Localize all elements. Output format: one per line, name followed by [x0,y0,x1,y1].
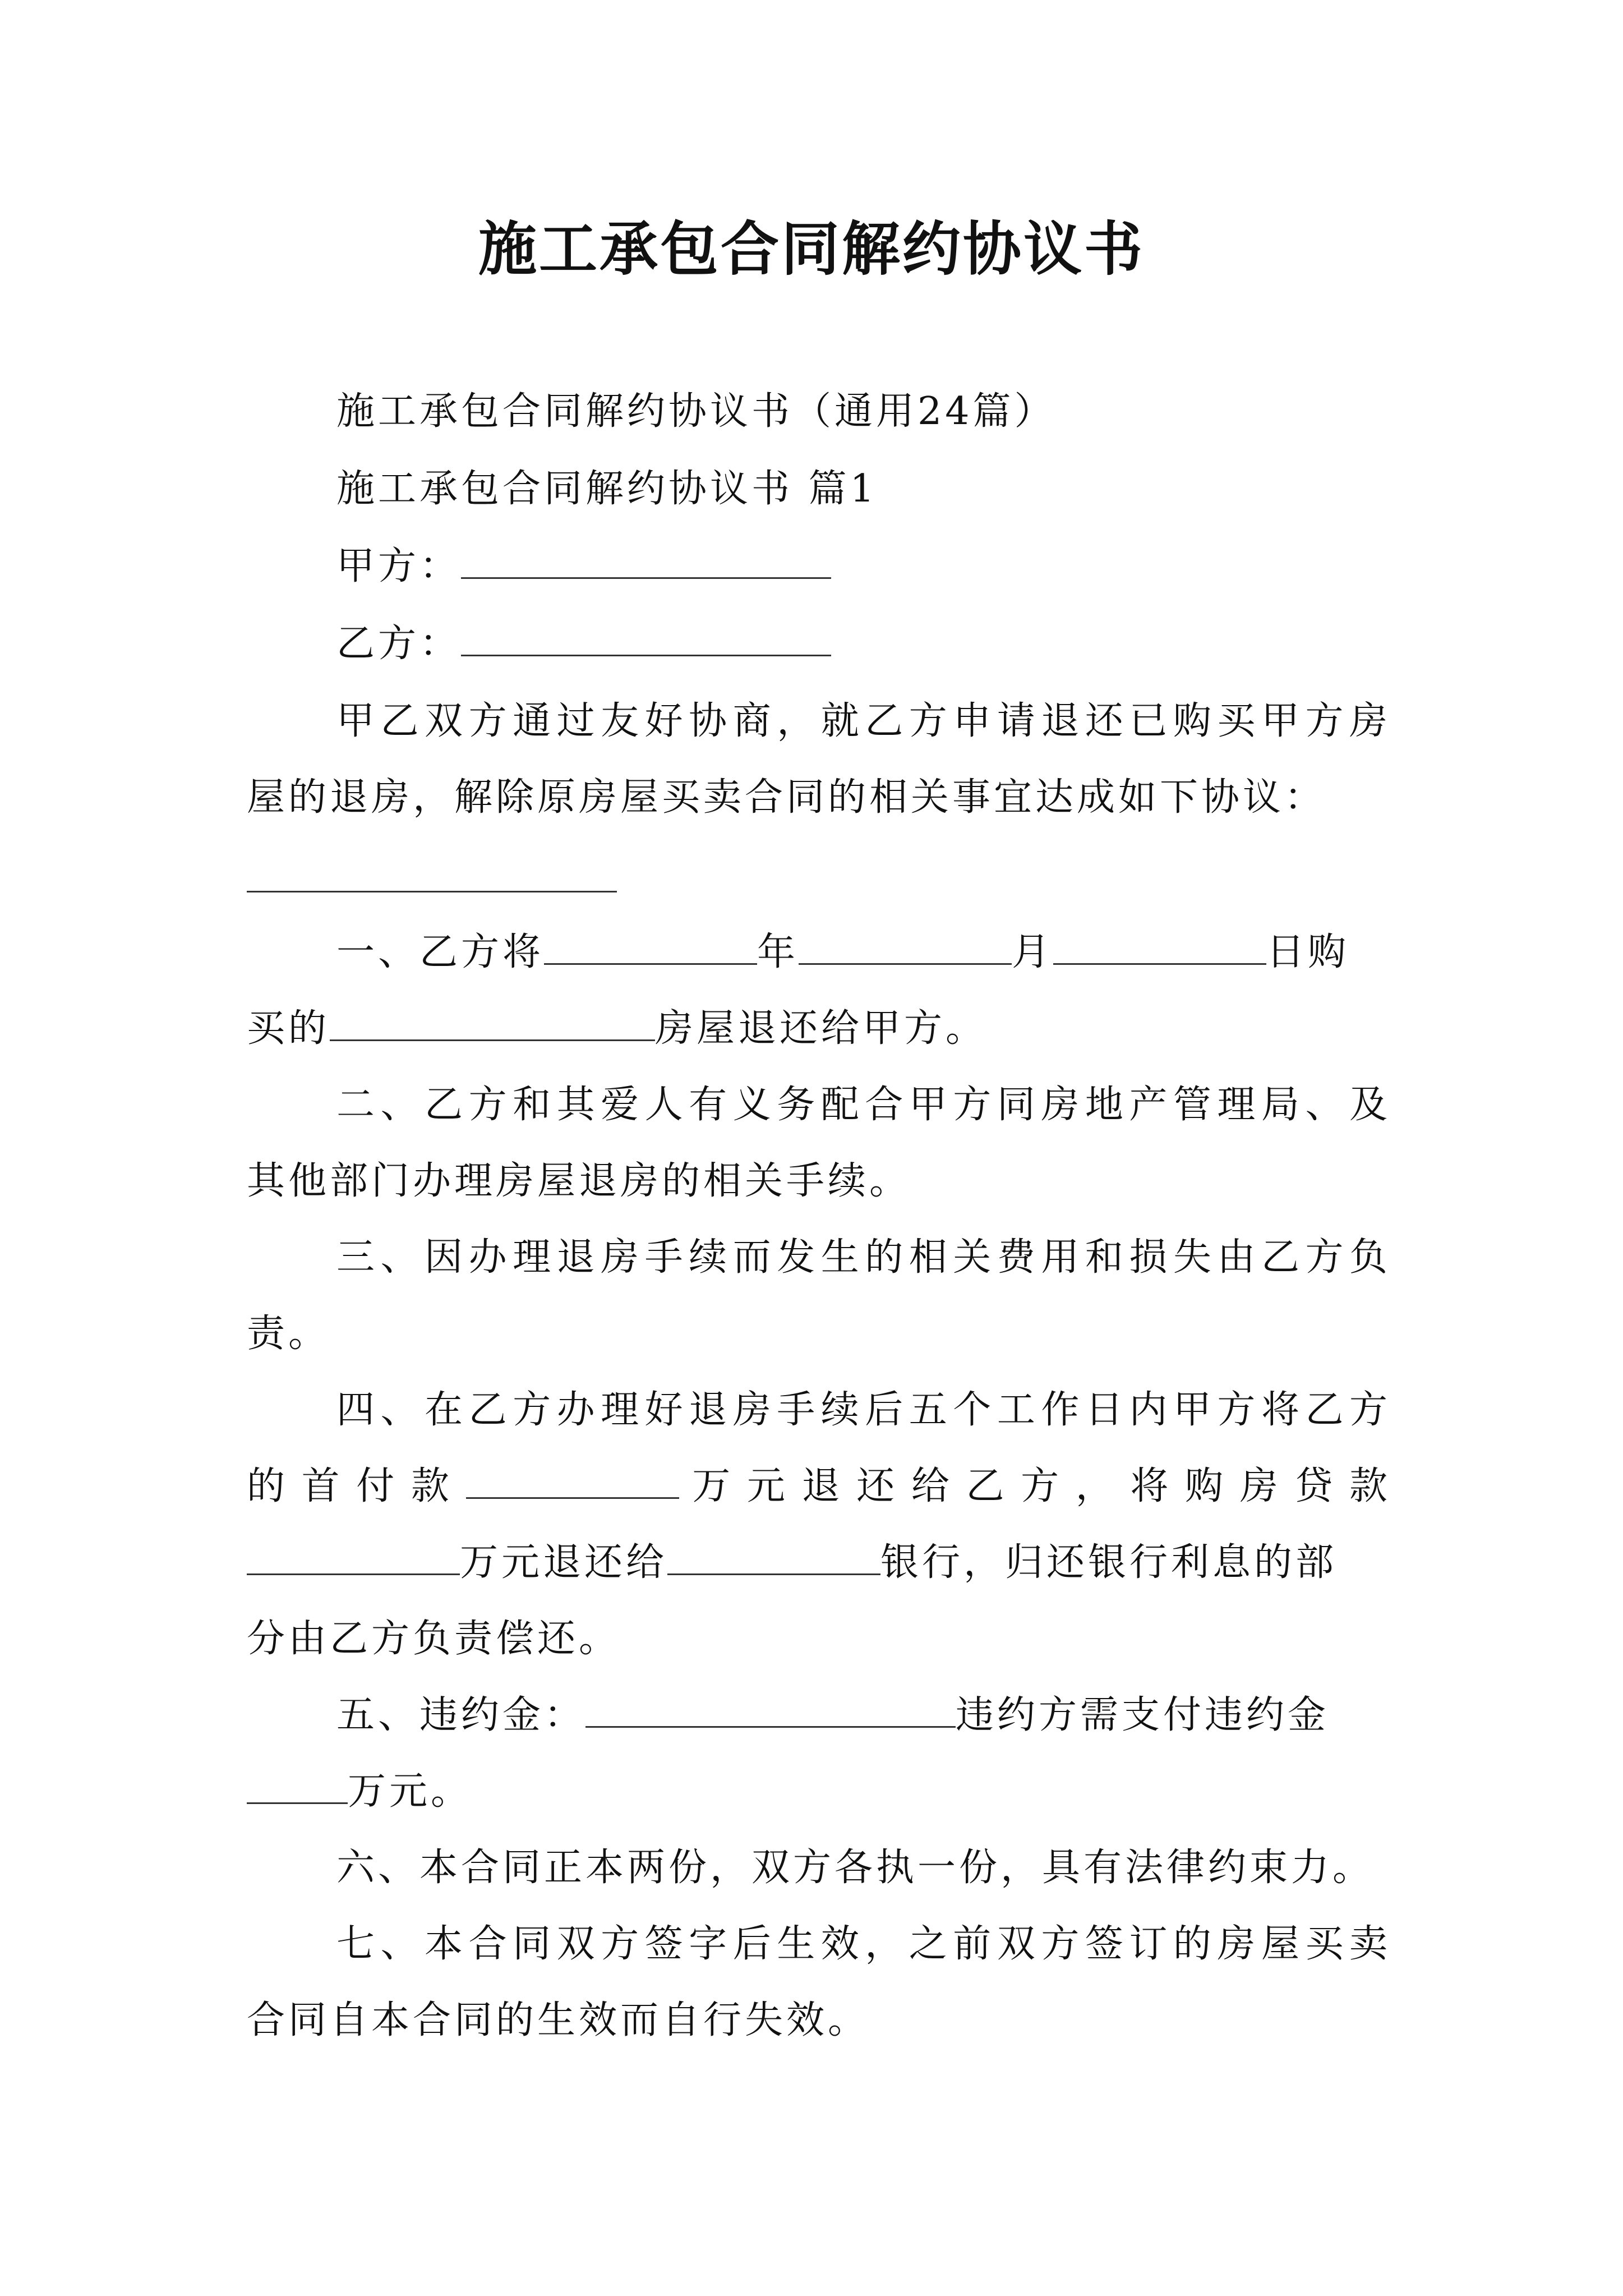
day-label: 日购 [1266,930,1350,974]
party-b-blank[interactable] [461,620,831,656]
clause-5-suffix: 违约方需支付违约金 [956,1693,1330,1737]
bank-name-blank[interactable] [667,1539,880,1575]
clause-6: 六、本合同正本两份，双方各执一份，具有法律约束力。 [336,1846,1375,1890]
clause-2-line-2: 其他部门办理房屋退房的相关手续。 [247,1159,911,1203]
house-blank[interactable] [330,1005,655,1041]
intro-line-2: 屋的退房，解除原房屋买卖合同的相关事宜达成如下协议： [247,775,1326,820]
clause-4-line2-suffix: 万元退还给乙方，将购房贷款 [679,1464,1391,1508]
clause-4-line-1: 四、在乙方办理好退房手续后五个工作日内甲方将乙方 [336,1388,1391,1432]
clause-4-line-2 [247,1458,1391,1515]
party-a-label: 甲方： [336,544,462,588]
month-label: 月 [1012,930,1054,974]
clause-1-line2-suffix: 房屋退还给甲方。 [655,1006,988,1051]
party-a-line [336,539,1391,595]
year-label: 年 [757,930,799,974]
clause-1-line-1 [336,924,1391,981]
clause-5-line-1 [336,1687,1391,1743]
clause-4-line3-mid: 万元退还给 [460,1540,668,1585]
clause-5-prefix: 五、违约金： [336,1693,586,1737]
penalty-blank[interactable] [585,1691,956,1728]
day-blank[interactable] [1053,928,1266,965]
party-a-blank[interactable] [461,542,831,579]
clause-7-line-2: 合同自本合同的生效而自行失效。 [247,1998,870,2042]
penalty-amount-blank[interactable] [247,1768,348,1804]
clause-4-line2-prefix: 的首付款 [247,1464,466,1508]
clause-7-line-1: 七、本合同双方签字后生效，之前双方签订的房屋买卖 [336,1922,1391,1966]
clause-4-line3-suffix: 银行，归还银行利息的部 [880,1540,1338,1585]
intro-line-1: 甲乙双方通过友好协商，就乙方申请退还已购买甲方房 [336,699,1391,743]
clause-5-line2-suffix: 万元。 [348,1769,473,1814]
clause-3-line-1: 三、因办理退房手续而发生的相关费用和损失由乙方负 [336,1235,1391,1280]
party-b-label: 乙方： [336,622,462,666]
clause-4-line-4: 分由乙方负责偿还。 [247,1617,621,1661]
loan-amount-blank[interactable] [247,1539,460,1575]
party-b-line [336,616,1391,672]
document-subtitle: 施工承包合同解约协议书（通用24篇） [336,389,1056,434]
down-payment-blank[interactable] [466,1462,679,1499]
year-blank[interactable] [544,928,757,965]
section-heading: 施工承包合同解约协议书 篇1 [336,467,878,511]
document-title: 施工承包合同解约协议书 [478,214,1145,283]
clause-2-line-1: 二、乙方和其爱人有义务配合甲方同房地产管理局、及 [336,1083,1391,1127]
clause-1-line-2 [247,1001,1391,1057]
clause-1-prefix: 一、乙方将 [336,930,545,974]
month-blank[interactable] [799,928,1012,965]
clause-1-line2-prefix: 买的 [247,1006,330,1051]
clause-3-line-2: 责。 [247,1312,330,1356]
clause-5-line-2 [247,1764,1391,1820]
clause-4-line-3 [247,1535,1391,1591]
blank-rule[interactable] [247,891,617,892]
